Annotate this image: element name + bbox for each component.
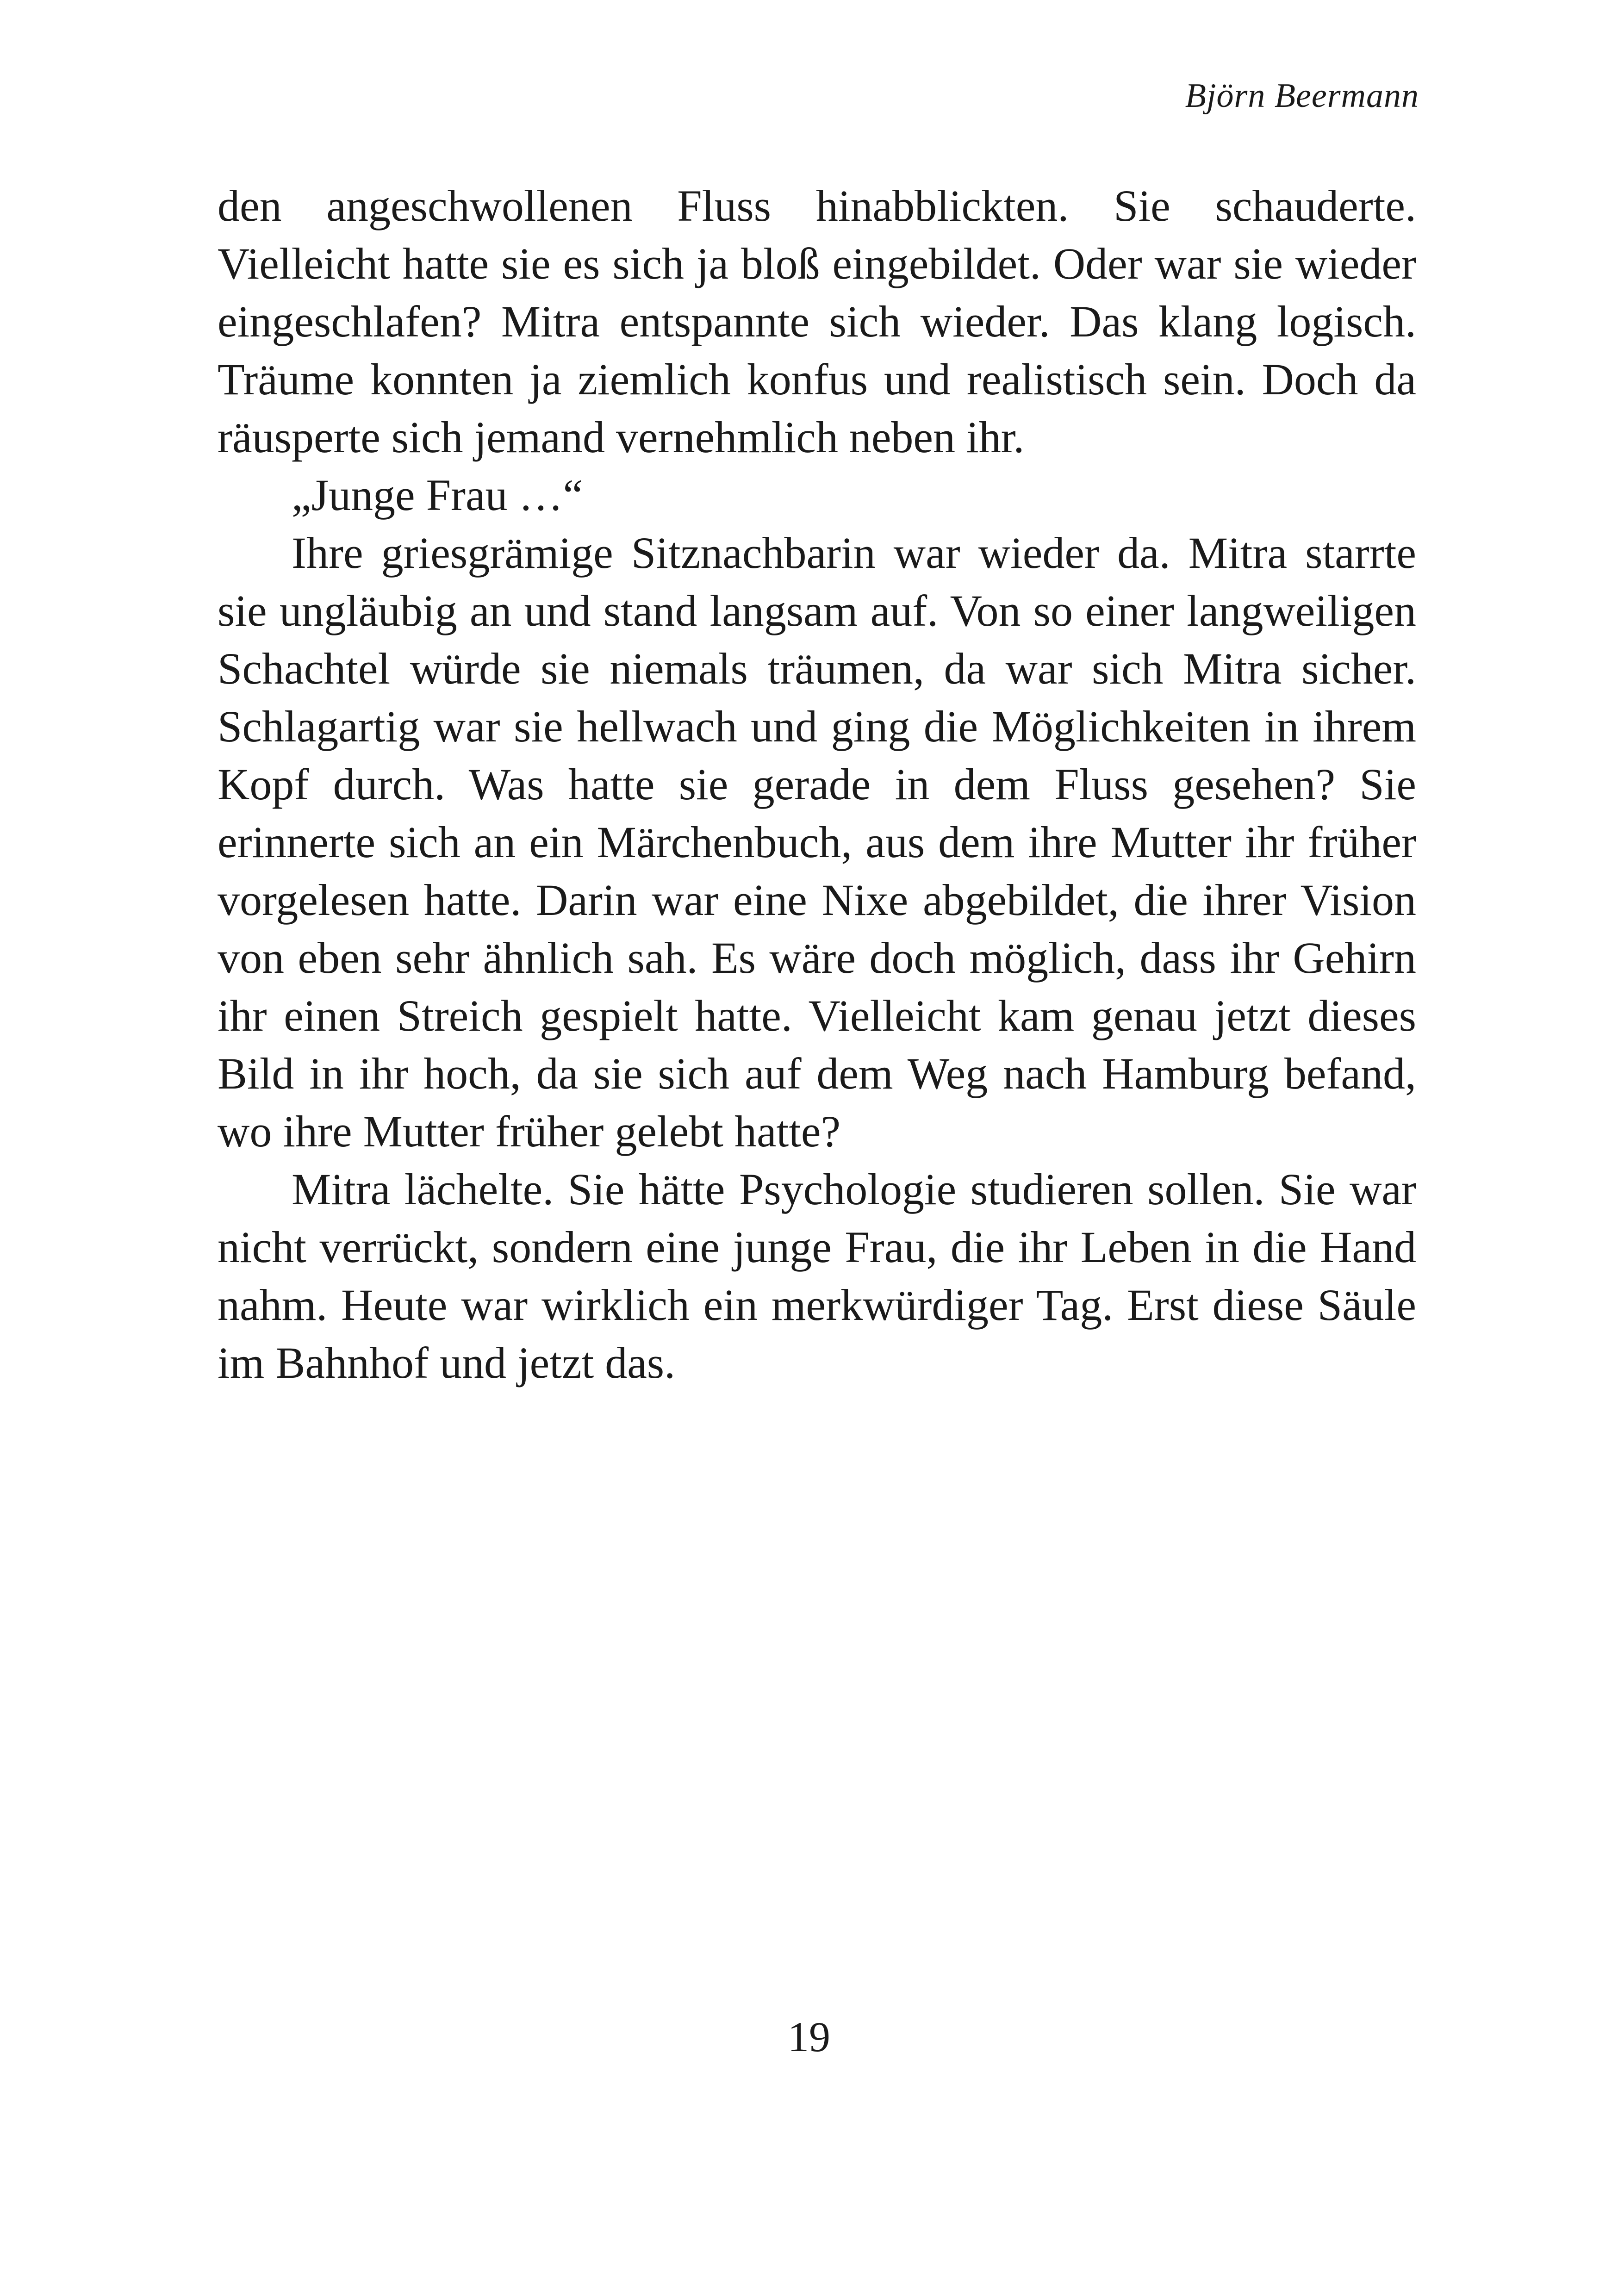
- body-text: [218, 177, 1416, 1392]
- running-head-author: Björn Beermann: [1185, 77, 1419, 115]
- page-number: 19: [788, 2013, 830, 2060]
- paragraph-3: Ihre griesgrämige Sitznachbarin war wieder da. Mitra starrte sie ungläubig an und stand langsam auf. Von so einer langweiligen Schachtel würde sie niemals träumen, da war sich Mitra sicher. Schlagartig war sie hellwach und ging die Möglichkeiten in ihrem Kopf durch. Was hatte sie gerade in dem Fluss gesehen? Sie erinnerte sich an ein Märchenbuch, aus dem ihre Mutter ihr früher vorgelesen hatte. Darin war eine Nixe abgebildet, die ihrer Vision von eben sehr ähnlich sah. Es wäre doch möglich, dass ihr Gehirn ihr einen Streich gespielt hatte. Vielleicht kam genau jetzt dieses Bild in ihr hoch, da sie sich auf dem Weg nach Hamburg befand, wo ihre Mutter früher gelebt hatte?: [218, 528, 1416, 1156]
- paragraph-1: den angeschwollenen Fluss hinabblickten. Sie schauderte. Vielleicht hatte sie es sich ja bloß eingebildet. Oder war sie wieder eingeschlafen? Mitra entspannte sich wieder. Das klang logisch. Träume konnten ja ziemlich konfus und realistisch sein. Doch da räusperte sich jemand vernehmlich neben ihr.: [218, 181, 1416, 462]
- paragraph-4: Mitra lächelte. Sie hätte Psychologie studieren sollen. Sie war nicht verrückt, sondern eine junge Frau, die ihr Leben in die Hand nahm. Heute war wirklich ein merkwürdiger Tag. Erst diese Säule im Bahnhof und jetzt das.: [218, 1164, 1416, 1388]
- paragraph-2: „Junge Frau …“: [292, 470, 583, 520]
